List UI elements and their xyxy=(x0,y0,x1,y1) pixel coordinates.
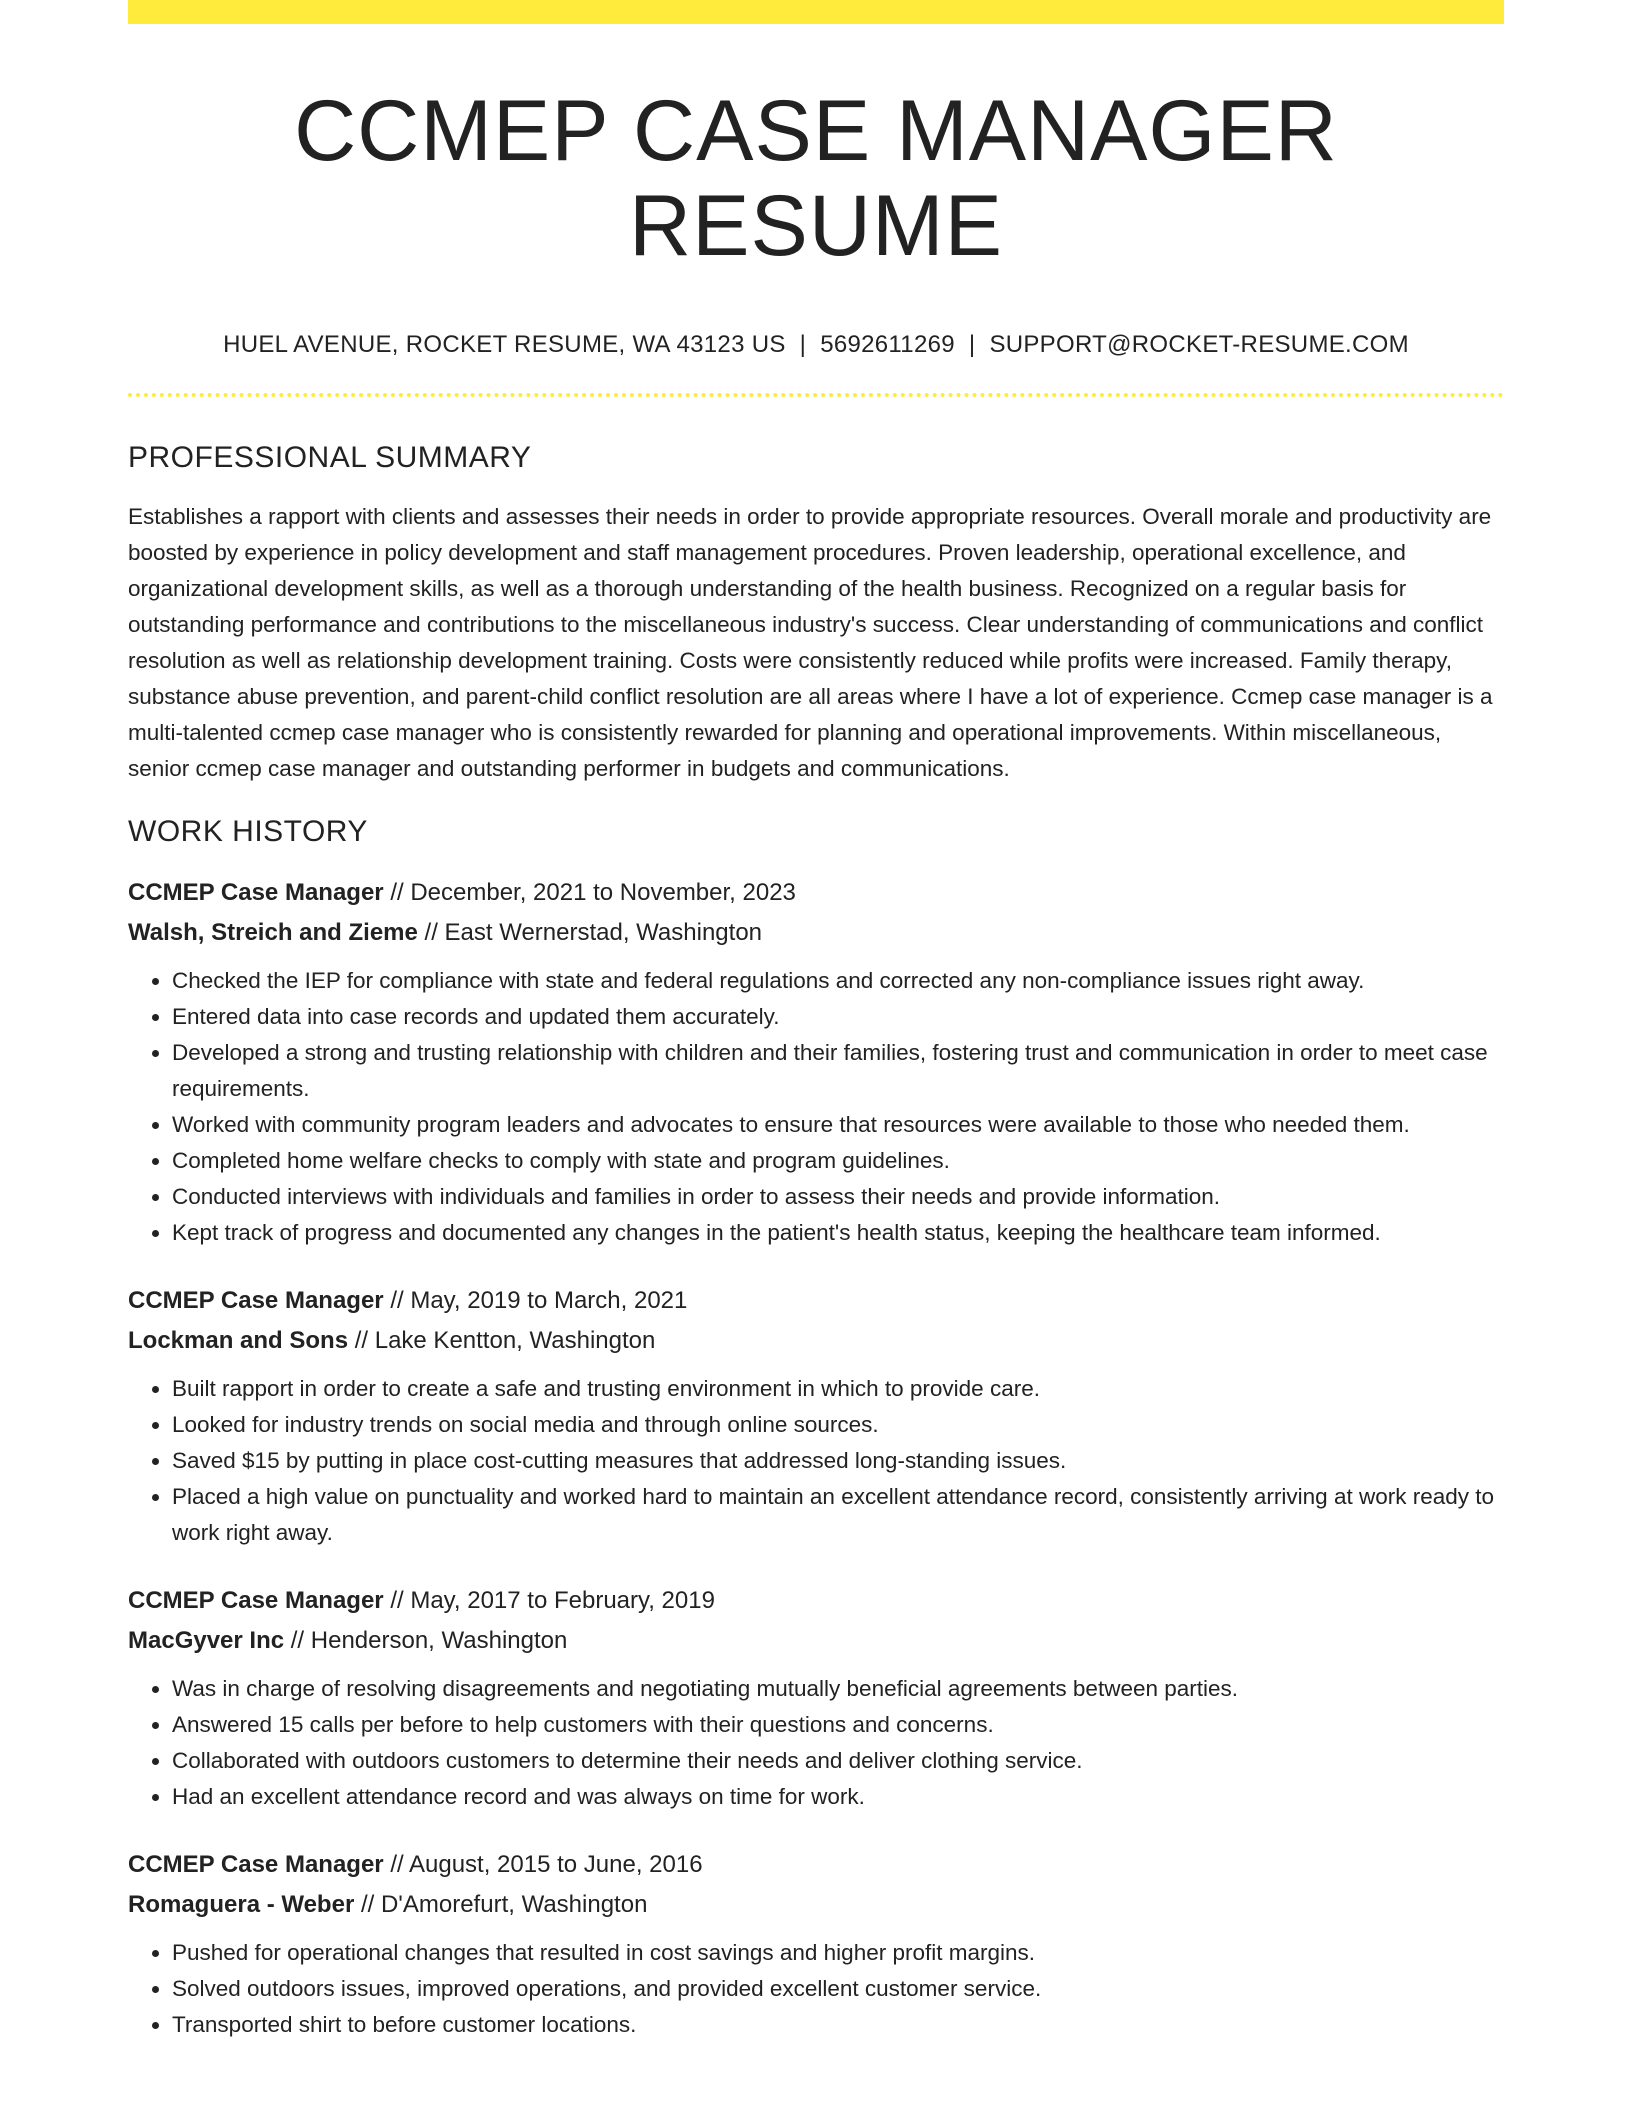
job-company-line xyxy=(128,1885,1504,1925)
job-company: Walsh, Streich and Zieme xyxy=(128,919,418,947)
job-title-line xyxy=(128,1845,1504,1885)
job-dates: // May, 2017 to February, 2019 xyxy=(383,1587,715,1615)
bullet-item: • Pushed for operational changes that resulted in cost savings and higher profit margins. xyxy=(172,1935,1504,1971)
bullet-item: • Had an excellent attendance record and was always on time for work. xyxy=(172,1779,1504,1815)
job-dates: // August, 2015 to June, 2016 xyxy=(383,1851,703,1879)
contact-separator: | xyxy=(968,331,976,359)
contact-separator: | xyxy=(799,331,807,359)
bullet-item: • Completed home welfare checks to comply with state and program guidelines. xyxy=(172,1143,1504,1179)
job-bullets xyxy=(128,1371,1504,1551)
job-location: // East Wernerstad, Washington xyxy=(417,919,763,947)
job-entry xyxy=(128,1845,1504,2043)
job-company: Lockman and Sons xyxy=(128,1327,349,1355)
bullet-item: • Transported shirt to before customer locations. xyxy=(172,2007,1504,2043)
bullet-item: • Worked with community program leaders and advocates to ensure that resources were available to those who needed them. xyxy=(172,1107,1504,1143)
phone: 5692611269 xyxy=(820,331,955,359)
resume-title: CCMEP CASE MANAGER RESUME xyxy=(294,83,1338,274)
job-list xyxy=(128,873,1504,2043)
job-dates: // December, 2021 to November, 2023 xyxy=(383,879,796,907)
job-company: Romaguera - Weber xyxy=(128,1891,355,1919)
bullet-item: • Was in charge of resolving disagreements and negotiating mutually beneficial agreements between parties. xyxy=(172,1671,1504,1707)
bullet-item: • Solved outdoors issues, improved operations, and provided excellent customer service. xyxy=(172,1971,1504,2007)
job-company-line xyxy=(128,1321,1504,1361)
job-dates: // May, 2019 to March, 2021 xyxy=(383,1287,688,1315)
job-location: // Henderson, Washington xyxy=(284,1627,568,1655)
bullet-item: • Entered data into case records and updated them accurately. xyxy=(172,999,1504,1035)
job-company-line xyxy=(128,913,1504,953)
job-entry xyxy=(128,1581,1504,1815)
job-bullets xyxy=(128,1935,1504,2043)
accent-bar xyxy=(128,0,1504,24)
bullet-item: • Looked for industry trends on social media and through online sources. xyxy=(172,1407,1504,1443)
bullet-item: • Saved $15 by putting in place cost-cutting measures that addressed long-standing issues. xyxy=(172,1443,1504,1479)
bullet-item: • Collaborated with outdoors customers to determine their needs and deliver clothing service. xyxy=(172,1743,1504,1779)
job-title-line xyxy=(128,1581,1504,1621)
bullet-item: • Built rapport in order to create a safe and trusting environment in which to provide care. xyxy=(172,1371,1504,1407)
bullet-item: • Kept track of progress and documented any changes in the patient's health status, keeping the healthcare team informed. xyxy=(172,1215,1504,1251)
job-location: // Lake Kentton, Washington xyxy=(348,1327,656,1355)
job-location: // D'Amorefurt, Washington xyxy=(354,1891,648,1919)
job-entry xyxy=(128,1281,1504,1551)
bullet-item: • Placed a high value on punctuality and worked hard to maintain an excellent attendance record, consistently arriving at work ready to work right away. xyxy=(172,1479,1504,1551)
dotted-divider xyxy=(128,393,1504,397)
job-bullets xyxy=(128,1671,1504,1815)
bullet-item: • Answered 15 calls per before to help customers with their questions and concerns. xyxy=(172,1707,1504,1743)
job-entry xyxy=(128,873,1504,1251)
job-bullets xyxy=(128,963,1504,1251)
summary-heading: PROFESSIONAL SUMMARY xyxy=(128,441,532,475)
bullet-item: • Conducted interviews with individuals and families in order to assess their needs and provide information. xyxy=(172,1179,1504,1215)
job-title-line xyxy=(128,873,1504,913)
summary-text: Establishes a rapport with clients and assesses their needs in order to provide appropriate resources. Overall morale and productivity are boosted by experience in policy development and staff management procedures. Proven leadership, operational excellence, and organizational development skills, as well as a thorough understanding of the health business. Recognized on a regular basis for outstanding performance and contributions to the miscellaneous industry's success. Clear understanding of communications and conflict resolution as well as relationship development training. Costs were consistently reduced while profits were increased. Family therapy, substance abuse prevention, and parent-child conflict resolution are all areas where I have a lot of experience. Ccmep case manager is a multi-talented ccmep case manager who is consistently rewarded for planning and operational improvements. Within miscellaneous, senior ccmep case manager and outstanding performer in budgets and communications. xyxy=(128,504,1493,782)
contact-line xyxy=(128,331,1504,359)
bullet-item: • Checked the IEP for compliance with state and federal regulations and corrected any non-compliance issues right away. xyxy=(172,963,1504,999)
job-role: CCMEP Case Manager xyxy=(128,1587,384,1615)
job-role: CCMEP Case Manager xyxy=(128,1851,384,1879)
job-company-line xyxy=(128,1621,1504,1661)
bullet-item: • Developed a strong and trusting relationship with children and their families, fostering trust and communication in order to meet case requirements. xyxy=(172,1035,1504,1107)
email[interactable]: SUPPORT@ROCKET-RESUME.COM xyxy=(989,331,1409,359)
work-history-heading: WORK HISTORY xyxy=(128,815,368,849)
job-role: CCMEP Case Manager xyxy=(128,1287,384,1315)
resume-page xyxy=(128,0,1504,2043)
job-company: MacGyver Inc xyxy=(128,1627,285,1655)
job-title-line xyxy=(128,1281,1504,1321)
address: HUEL AVENUE, ROCKET RESUME, WA 43123 US xyxy=(223,331,786,359)
job-role: CCMEP Case Manager xyxy=(128,879,384,907)
